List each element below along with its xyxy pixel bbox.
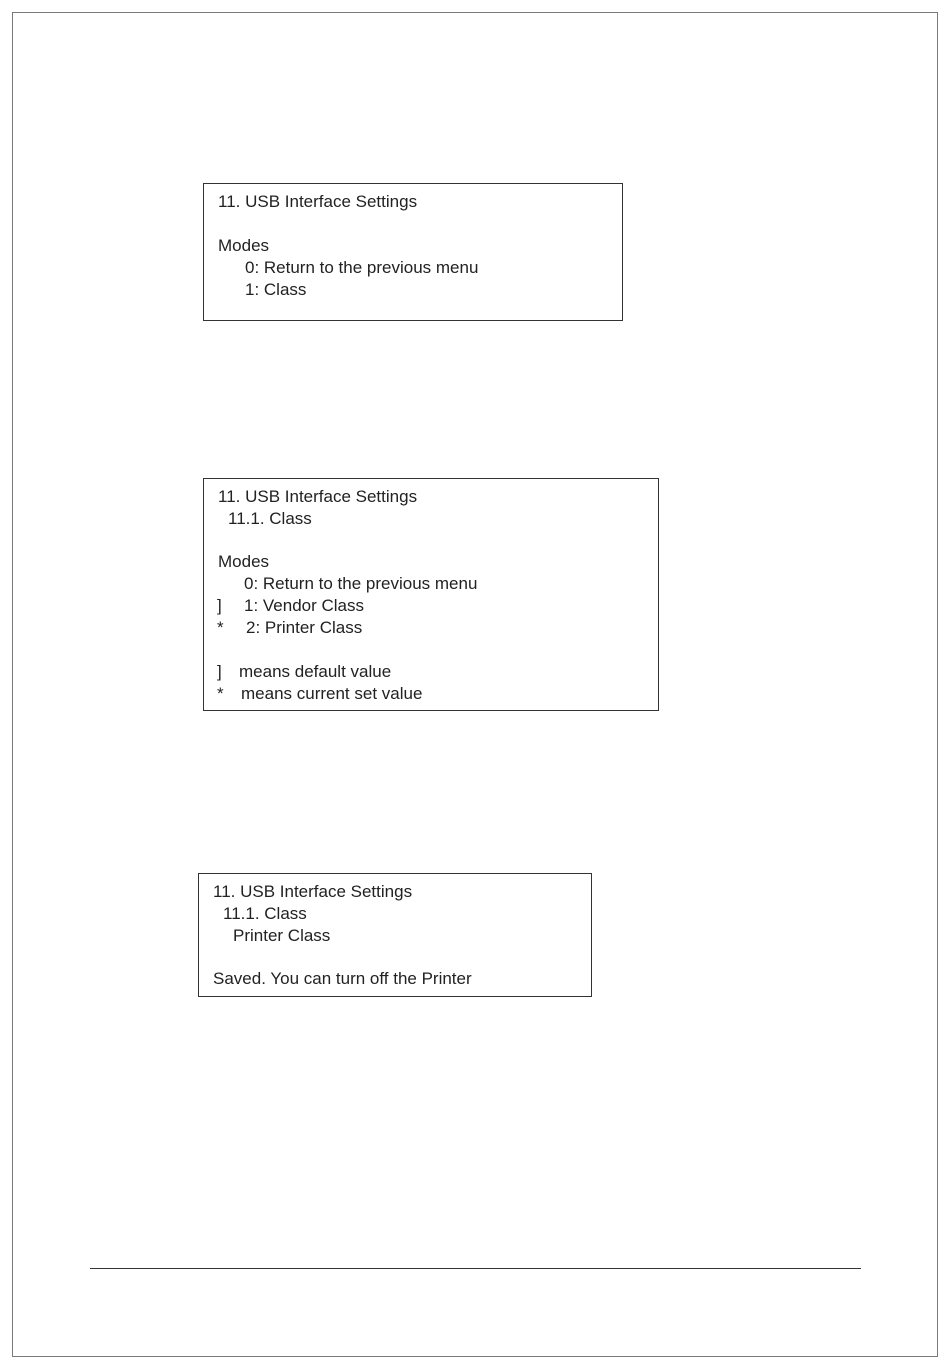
- screen-subtitle: 11.1. Class: [228, 509, 312, 528]
- legend-current-marker: *: [217, 684, 224, 703]
- menu-option-return: 0: Return to the previous menu: [244, 574, 478, 593]
- usb-class-saved-screen: [198, 873, 592, 997]
- menu-option-printer-class: 2: Printer Class: [246, 618, 363, 637]
- default-marker: ]: [217, 596, 222, 615]
- menu-option-class: 1: Class: [245, 280, 307, 299]
- modes-label: Modes: [218, 552, 270, 571]
- legend-default-marker: ]: [217, 662, 222, 681]
- screen-title: 11. USB Interface Settings: [218, 487, 418, 506]
- legend-default-text: means default value: [239, 662, 392, 681]
- modes-label: Modes: [218, 236, 270, 255]
- menu-option-vendor-class: 1: Vendor Class: [244, 596, 365, 615]
- screen-title: 11. USB Interface Settings: [218, 192, 418, 211]
- screen-title: 11. USB Interface Settings: [213, 882, 413, 901]
- legend-current-text: means current set value: [241, 684, 423, 703]
- footer-rule: [90, 1268, 861, 1269]
- selected-class: Printer Class: [233, 926, 331, 945]
- menu-option-return: 0: Return to the previous menu: [245, 258, 479, 277]
- usb-class-menu-screen: [203, 478, 659, 711]
- screen-subtitle: 11.1. Class: [223, 904, 307, 923]
- current-marker: *: [217, 618, 224, 637]
- usb-settings-menu-screen: [203, 183, 623, 321]
- saved-message: Saved. You can turn off the Printer: [213, 969, 472, 988]
